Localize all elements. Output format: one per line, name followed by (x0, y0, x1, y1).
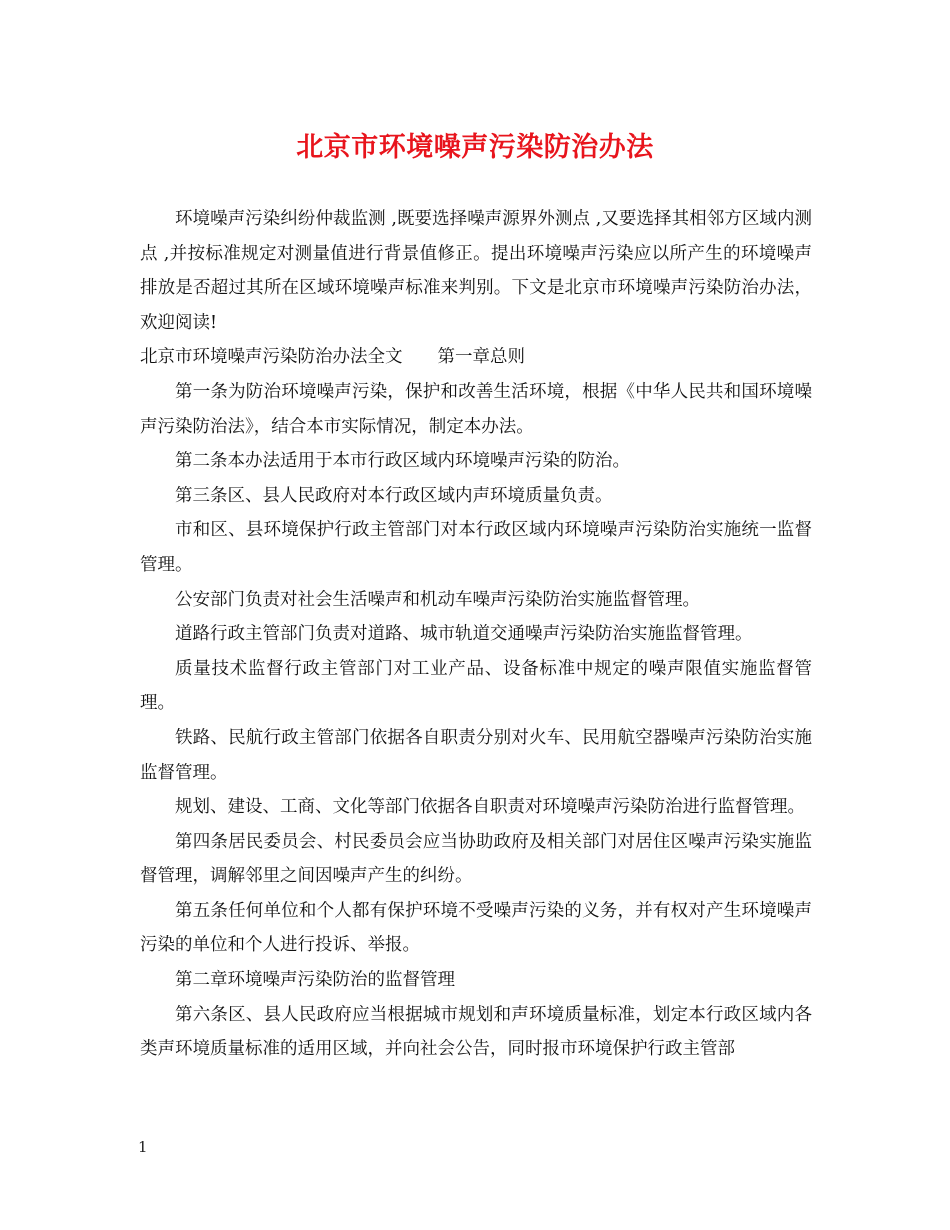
paragraph-article-4: 第四条居民委员会、村民委员会应当协助政府及相关部门对居住区噪声污染实施监督管理，调解邻里之间因噪声产生的纠纷。 (140, 831, 812, 887)
paragraph-article-5: 第五条任何单位和个人都有保护环境不受噪声污染的义务，并有权对产生环境噪声污染的单位和个人进行投诉、举报。 (140, 900, 812, 956)
paragraph-planning-construction: 规划、建设、工商、文化等部门依据各自职责对环境噪声污染防治进行监督管理。 (175, 797, 805, 818)
document-body (140, 202, 812, 1067)
paragraph-quality-supervision: 质量技术监督行政主管部门对工业产品、设备标准中规定的噪声限值实施监督管理。 (140, 658, 812, 714)
paragraph-railway-aviation: 铁路、民航行政主管部门依据各自职责分别对火车、民用航空器噪声污染防治实施监督管理。 (140, 727, 812, 783)
paragraph-article-3: 第三条区、县人民政府对本行政区域内声环境质量负责。 (175, 485, 613, 506)
paragraph-intro: 环境噪声污染纠纷仲裁监测 ,既要选择噪声源界外测点 ,又要选择其相邻方区域内测点 ,并按标准规定对测量值进行背景值修正。提出环境噪声污染应以所产生的环境噪声排放是否超过其所在区域环境噪声标准来判别。下文是北京市环境噪声污染防治办法，欢迎阅读! (140, 209, 812, 333)
page-number: 1 (138, 1138, 148, 1156)
paragraph-article-6: 第六条区、县人民政府应当根据城市规划和声环境质量标准，划定本行政区域内各类声环境质量标准的适用区域，并向社会公告，同时报市环境保护行政主管部 (140, 1004, 812, 1060)
paragraph-road-departments: 道路行政主管部门负责对道路、城市轨道交通噪声污染防治实施监督管理。 (175, 624, 753, 645)
paragraph-article-2: 第二条本办法适用于本市行政区域内环境噪声污染的防治。 (175, 451, 630, 472)
paragraph-chapter-1-heading: 北京市环境噪声污染防治办法全文 第一章总则 (140, 347, 525, 368)
paragraph-environment-departments: 市和区、县环境保护行政主管部门对本行政区域内环境噪声污染防治实施统一监督管理。 (140, 520, 812, 575)
paragraph-article-1: 第一条为防治环境噪声污染，保护和改善生活环境，根据《中华人民共和国环境噪声污染防治法》，结合本市实际情况，制定本办法。 (140, 381, 812, 437)
paragraph-chapter-2-heading: 第二章环境噪声污染防治的监督管理 (175, 970, 455, 991)
paragraph-public-security: 公安部门负责对社会生活噪声和机动车噪声污染防治实施监督管理。 (175, 589, 700, 610)
document-title: 北京市环境噪声污染防治办法 (296, 132, 654, 163)
